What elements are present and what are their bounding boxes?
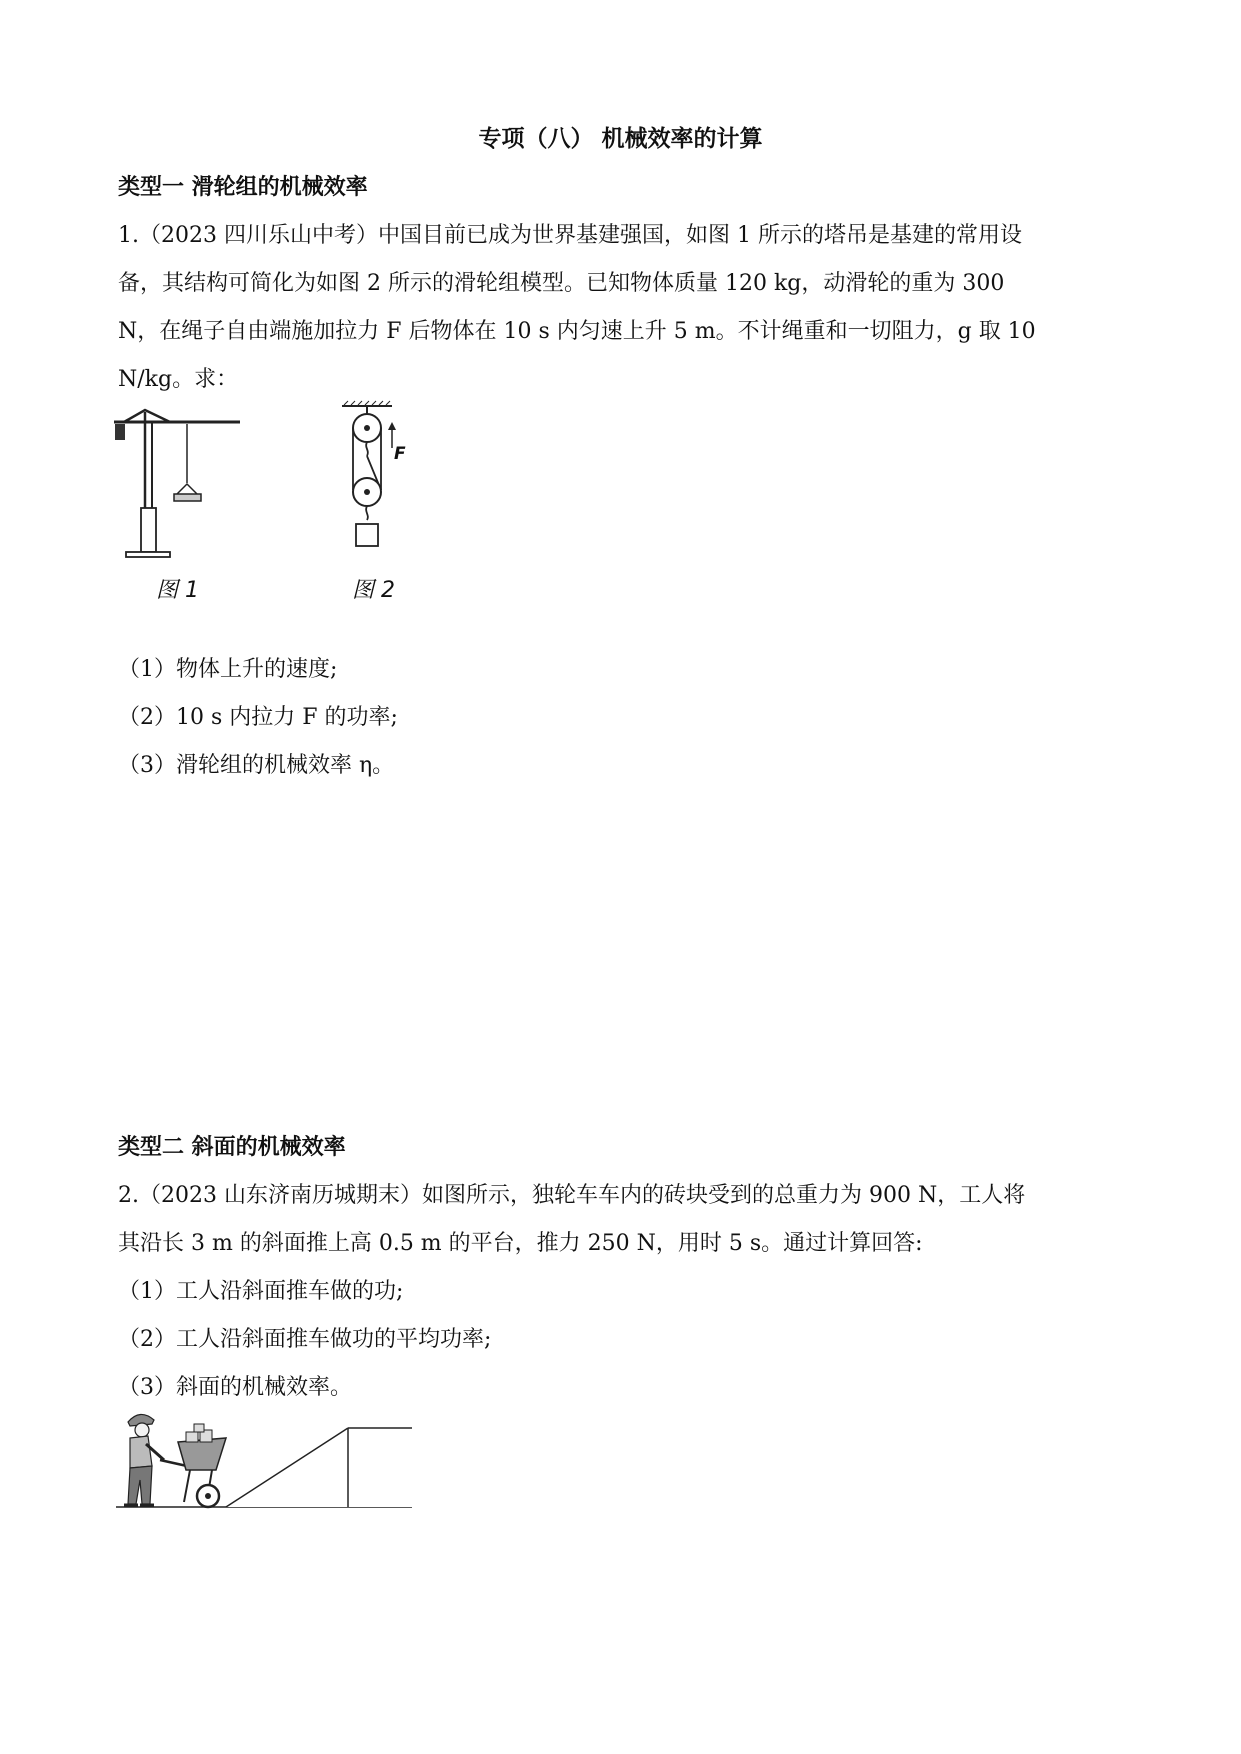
wheelbarrow-ramp-figure	[116, 1404, 416, 1514]
question-2-part-3: （3）斜面的机械效率。	[118, 1375, 352, 1400]
tower-crane-figure	[112, 408, 247, 558]
force-label: F	[394, 444, 406, 464]
question-1-part-1: （1）物体上升的速度;	[118, 657, 338, 682]
question-1-part-3: （3）滑轮组的机械效率 η。	[118, 753, 395, 778]
question-1-part-2: （2）10 s 内拉力 F 的功率;	[118, 705, 398, 730]
question-1-line-2: 备，其结构可简化为如图 2 所示的滑轮组模型。已知物体质量 120 kg，动滑轮的重为 300	[118, 271, 1005, 296]
pulley-system-figure	[334, 400, 414, 560]
page-title: 专项（八） 机械效率的计算	[478, 126, 763, 152]
question-2-line-1: 2.（2023 山东济南历城期末）如图所示，独轮车车内的砖块受到的总重力为 900 N，工人将	[118, 1183, 1026, 1208]
question-1-line-4: N/kg。求：	[118, 367, 239, 392]
question-1-line-1: 1.（2023 四川乐山中考）中国目前已成为世界基建强国，如图 1 所示的塔吊是基建的常用设	[118, 223, 1022, 248]
question-1-line-3: N，在绳子自由端施加拉力 F 后物体在 10 s 内匀速上升 5 m。不计绳重和一切阻力，g 取 10	[118, 319, 1036, 344]
section-heading-1: 类型一 滑轮组的机械效率	[118, 175, 368, 200]
section-heading-2: 类型二 斜面的机械效率	[118, 1135, 346, 1160]
figure-2-caption: 图 2	[352, 578, 395, 603]
question-2-line-2: 其沿长 3 m 的斜面推上高 0.5 m 的平台，推力 250 N，用时 5 s。通过计算回答:	[118, 1231, 923, 1256]
figure-1-caption: 图 1	[156, 578, 199, 603]
question-2-part-1: （1）工人沿斜面推车做的功;	[118, 1279, 404, 1304]
question-2-part-2: （2）工人沿斜面推车做功的平均功率;	[118, 1327, 492, 1352]
